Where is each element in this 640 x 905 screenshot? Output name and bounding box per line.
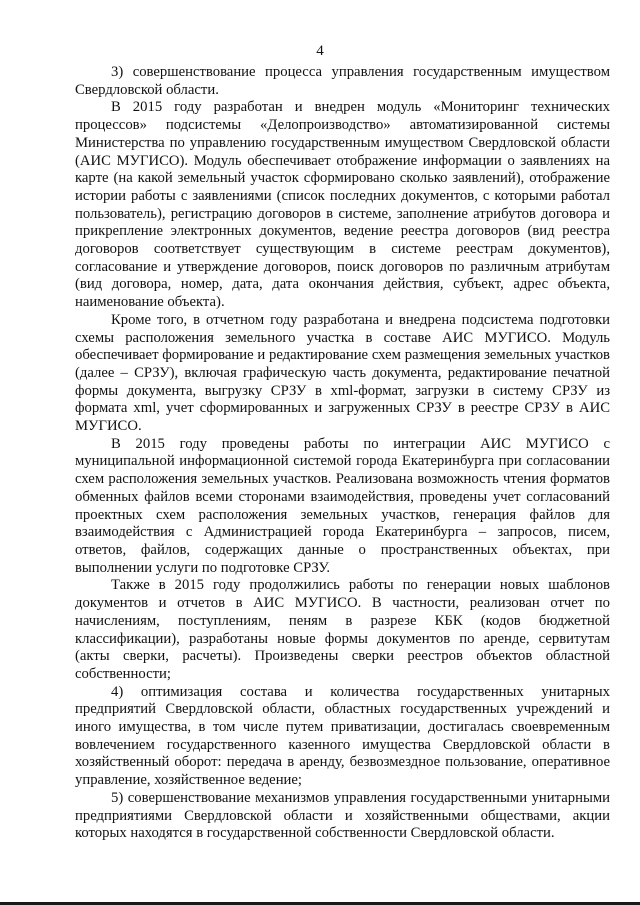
paragraph-templates-reports: Также в 2015 году продолжились работы по генерации новых шаблонов документов и отчетов в АИС МУГИСО. В частности, реализован отчет по начислениям, поступлениям, пеням в разрезе КБК (кодов бюджетной классификации), разработаны новые формы документов по аренде, сервитутам (акты сверки, расчеты). Произведены сверки реестров объектов областной собственности;	[75, 577, 610, 682]
paragraph-srzu-subsystem: Кроме того, в отчетном году разработана и внедрена подсистема подготовки схемы расположения земельного участка в составе АИС МУГИСО. Модуль обеспечивает формирование и редактирование схем размещения земельных участков (далее – СРЗУ), включая графическую часть документа, редактирование печатной формы документа, выгрузку СРЗУ в xml-формат, загрузки в систему СРЗУ из формата xml, учет сформированных и загруженных СРЗУ в реестре СРЗУ в АИС МУГИСО.	[75, 311, 610, 435]
paragraph-item-3: 3) совершенствование процесса управления государственным имуществом Свердловской области.	[75, 64, 610, 98]
paragraph-mugiso-monitoring-module: В 2015 году разработан и внедрен модуль «Мониторинг технических процессов» подсистемы «Делопроизводство» автоматизированной системы Министерства по управлению государственным имуществом Свердловской области (АИС МУГИСО). Модуль обеспечивает отображение информации о заявлениях на карте (на какой земельный участок сформировано сколько заявлений), отображение истории работы с заявлениями (список последних документов, с которыми работал пользователь), регистрацию договоров в системе, заполнение атрибутов договора и прикрепление электронных документов, ведение реестра договоров (вид реестра договоров соответствует существующим в системе реестрам документов), согласование и утверждение договоров, поиск договоров по различным атрибутам (вид договора, номер, дата, дата окончания действия, субъект, адрес объекта, наименование объекта).	[75, 99, 610, 311]
page-number: 4	[316, 43, 324, 59]
document-body	[75, 64, 610, 843]
paragraph-item-5: 5) совершенствование механизмов управления государственными унитарными предприятиями Свердловской области и хозяйственными обществами, акции которых находятся в государственной собственности Свердловской области.	[75, 789, 610, 842]
paragraph-ekaterinburg-integration: В 2015 году проведены работы по интеграции АИС МУГИСО с муниципальной информационной системой города Екатеринбурга при согласовании схем расположения земельных участков. Реализована возможность чтения форматов обменных файлов всеми сторонами взаимодействия, проведены учет согласований проектных схем расположения земельных участков, генерация файлов для взаимодействия с Администрацией города Екатеринбурга – запросов, писем, ответов, файлов, содержащих данные о пространственных объектах, при выполнении услуги по подготовке СРЗУ.	[75, 435, 610, 576]
paragraph-item-4: 4) оптимизация состава и количества государственных унитарных предприятий Свердловской области, областных государственных учреждений и иного имущества, в том числе путем приватизации, достигалась своевременным вовлечением государственного казенного имущества Свердловской области в хозяйственный оборот: передача в аренду, безвозмездное пользование, оперативное управление, хозяйственное ведение;	[75, 683, 610, 789]
